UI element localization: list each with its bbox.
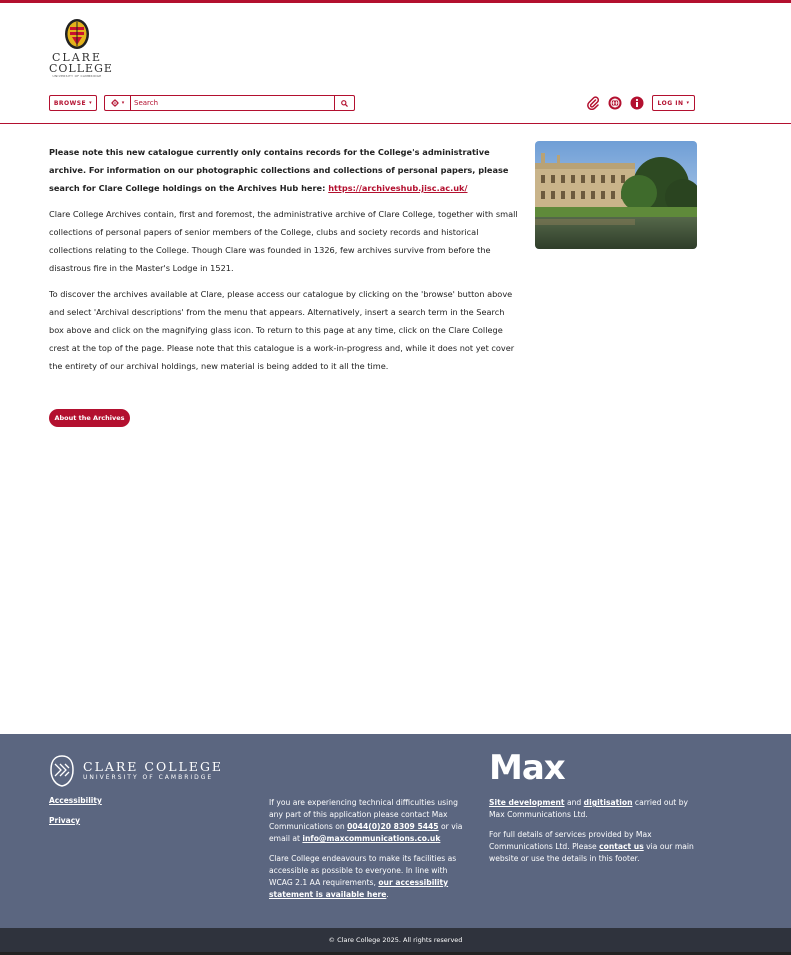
footer-support-column (269, 797, 471, 909)
credits-and: and (564, 798, 584, 807)
footer-credits-column (489, 797, 699, 873)
college-photo (535, 141, 697, 249)
browse-label: BROWSE (53, 99, 87, 107)
browse-button[interactable] (49, 95, 97, 111)
contact-us-link[interactable]: contact us (599, 842, 644, 851)
max-communications-logo[interactable]: Max (489, 748, 565, 788)
quick-links-button[interactable] (630, 96, 644, 110)
clipboard-button[interactable] (586, 96, 600, 110)
clare-college-crest-logo[interactable] (49, 18, 113, 80)
logo-text-clare: CLARE (52, 51, 102, 64)
support-paragraph (269, 797, 471, 845)
info-icon (630, 96, 644, 110)
footer-clare-logo[interactable] (49, 754, 223, 788)
accessibility-text-end: . (386, 890, 389, 899)
language-button[interactable] (608, 96, 622, 110)
college-photo-illustration (535, 141, 697, 249)
copyright-bar (0, 928, 791, 952)
notice-text: Please note this new catalogue currently only contains records for the College's administrative archive. For information on our photographic collections and collections of personal papers, please search for Clare College holdings on the Archives Hub here: (49, 147, 509, 193)
gear-icon (111, 99, 119, 107)
accessibility-link[interactable]: Accessibility (49, 796, 102, 805)
credits-paragraph (489, 797, 699, 821)
intro-paragraph: Clare College Archives contain, first and foremost, the administrative archive of Clare College, together with small collections of personal papers of senior members of the College, clubs and society records and historical collections relating to the College. Though Clare was founded in 1326, few archives survive from before the disastrous fire in the Master's Lodge in 1521. (49, 209, 518, 273)
language-icon (608, 96, 622, 110)
footer-logo-subtitle: UNIVERSITY OF CAMBRIDGE (83, 774, 214, 781)
login-label: LOG IN (657, 99, 684, 107)
search-options-button[interactable] (105, 96, 131, 110)
instructions-paragraph: To discover the archives available at Clare, please access our catalogue by clicking on the 'browse' button above and select 'Archival descriptions' from the menu that appears. Alternatively, insert a search term in the Search box above and click on the magnifying glass icon. To return to this page at any time, click on the Clare College crest at the top of the page. Please note that this catalogue is a work-in-progress and, while it does not yet cover the entirety of our archival holdings, new material is being added to it all the time. (49, 289, 515, 371)
support-phone-link[interactable]: 0044(0)20 8309 5445 (347, 822, 439, 831)
search-icon (341, 100, 348, 107)
support-text: If you are experiencing technical difficulties using any part of this application please contact Max Communications on (269, 798, 458, 831)
copyright-text: © Clare College 2025. All rights reserved (328, 936, 463, 944)
main-content (49, 143, 521, 383)
digitisation-link[interactable]: digitisation (583, 798, 633, 807)
accessibility-paragraph (269, 853, 471, 901)
accessibility-statement-link[interactable]: our accessibility statement is available here (269, 878, 449, 899)
footer-links (49, 796, 102, 836)
search-box (104, 95, 355, 111)
paperclip-icon (586, 96, 600, 110)
caret-down-icon: ▾ (121, 100, 125, 106)
crest-icon (64, 18, 90, 50)
credits-text: carried out by Max Communications Ltd. (489, 798, 689, 819)
caret-down-icon: ▾ (686, 100, 690, 106)
site-development-link[interactable]: Site development (489, 798, 565, 807)
accessibility-text: Clare College endeavours to make its facilities as accessible as possible to everyone. In line with WCAG 2.1 AA requirements, (269, 854, 457, 887)
logo-text-college: COLLEGE (49, 62, 113, 75)
header-divider (0, 123, 791, 124)
login-button[interactable] (652, 95, 695, 111)
services-paragraph (489, 829, 699, 865)
logo-text-university: UNIVERSITY OF CAMBRIDGE (52, 74, 102, 78)
about-the-archives-button[interactable]: About the Archives (49, 409, 130, 427)
search-input[interactable] (131, 96, 334, 110)
top-accent-bar (0, 0, 791, 3)
support-email-link[interactable]: info@maxcommunications.co.uk (302, 834, 441, 843)
caret-down-icon: ▾ (89, 100, 93, 106)
services-text-end: via our main website or use the details in this footer. (489, 842, 694, 863)
privacy-link[interactable]: Privacy (49, 816, 81, 825)
services-text: For full details of services provided by Max Communications Ltd. Please (489, 830, 652, 851)
support-text-or: or via email at (269, 822, 463, 843)
footer-logo-name: CLARE COLLEGE (83, 759, 224, 774)
search-submit-button[interactable] (334, 96, 354, 110)
catalogue-notice (49, 143, 521, 197)
footer (0, 734, 791, 928)
archives-hub-link[interactable]: https://archiveshub.jisc.ac.uk/ (328, 183, 468, 193)
clare-college-shield-icon (49, 754, 75, 788)
